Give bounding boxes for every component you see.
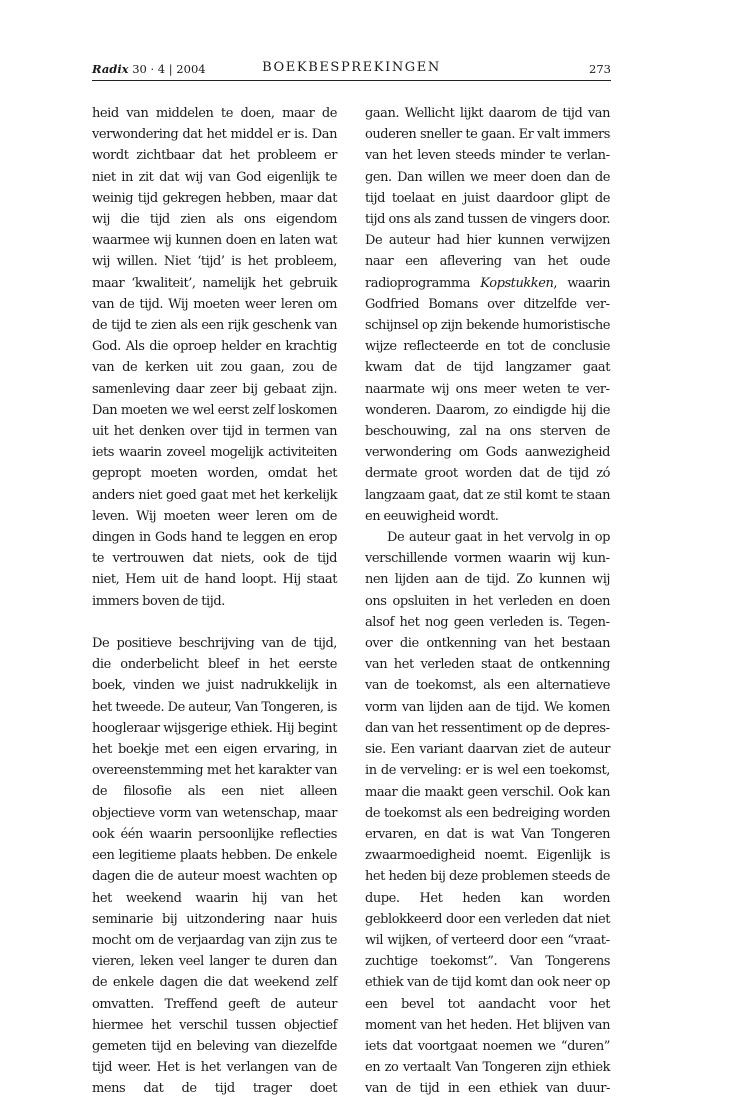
paragraph: De auteur gaat in het vervolg in op verschillende vormen waarin wij kunnen lijden aan de tijd. Zo kunnen wij ons opsluiten in het verleden en doen alsof het nog geen verleden is. Tegenover die ontkenning van het bestaan van het verleden staat de ontkenning van de toekomst, als een alternatieve vorm van lijden aan de tijd. We komen dan van het ressentiment op de depressie. Een variant daarvan ziet de auteur in de verveling: er is wel een toekomst, maar die maakt geen verschil. Ook kan de toekomst als een bedreiging worden ervaren, en dat is wat Van Tongeren zwaarmoedigheid noemt. Eigenlijk is het heden bij deze problemen steeds de dupe. Het heden kan worden geblokkeerd door een verleden dat niet wil wijken, of verteerd door een “vraatzuchtige toekomst”. Van Tongerens ethiek van de tijd komt dan ook neer op een bevel tot aandacht voor het moment van het heden. Het blijven van iets dat voortgaat noemen we “duren” en zo vertaalt Van Tongeren zijn ethiek van de tijd in een ethiek van duur- [365, 530, 610, 1097]
left-column [92, 103, 337, 1100]
paragraph-text: gaan. Wellicht lijkt daarom de tijd van ouderen sneller te gaan. Er valt immers van het leven steeds minder te verlangen. Dan willen we meer doen dan de tijd toelaat en juist daardoor glipt de tijd ons als zand tussen de vingers door. De auteur had hier kunnen verwijzen naar een aflevering van het oude radioprogramma [365, 106, 610, 291]
page-number: 273 [589, 62, 611, 76]
journal-name: Radix [92, 62, 129, 76]
paragraph: heid van middelen te doen, maar de verwondering dat het middel er is. Dan wordt zichtbaar dat het probleem er niet in zit dat wij van God eigenlijk te weinig tijd gekregen hebben, maar dat wij die tijd zien als ons eigendom waarmee wij kunnen doen en laten wat wij willen. Niet ‘tijd’ is het probleem, maar ‘kwaliteit’, namelijk het gebruik van de tijd. Wij moeten weer leren om de tijd te zien als een rijk geschenk van God. Als die oproep helder en krachtig van de kerken uit zou gaan, zou de samenleving daar zeer bij gebaat zijn. Dan moeten we wel eerst zelf loskomen uit het denken over tijd in termen van iets waarin zoveel mogelijk activiteiten gepropt moeten worden, omdat het anders niet goed gaat met het kerkelijk leven. Wij moeten weer leren om de dingen in Gods hand te leggen en erop te vertrouwen dat niets, ook de tijd niet, Hem uit de hand loopt. Hij staat immers boven de tijd. [92, 106, 337, 609]
program-title: Kopstukken [480, 275, 554, 291]
paragraph: De positieve beschrijving van de tijd, die onderbelicht bleef in het eerste boek, vinden we juist nadrukkelijk in het tweede. De auteur, Van Tongeren, is hoogleraar wijsgerige ethiek. Hij begint het boekje met een eigen ervaring, in overeenstemming met het karakter van de filosofie als een niet alleen objectieve vorm van wetenschap, maar ook één waarin persoonlijke reflecties een legitieme plaats hebben. De enkele dagen die de auteur moest wachten op het weekend waarin hij van het seminarie bij uitzondering naar huis mocht om de verjaardag van zijn zus te vieren, leken veel langer te duren dan de enkele dagen die dat weekend zelf omvatten. Treffend geeft de auteur hiermee het verschil tussen objectief gemeten tijd en beleving van diezelfde tijd weer. Het is het verlangen van de mens dat de tijd trager doet [92, 636, 337, 1097]
right-column [365, 103, 610, 1100]
paragraph [365, 103, 610, 527]
paragraph-text: , waarin Godfried Bomans over ditzelfde verschijnsel op zijn bekende humoristische wijze reflecteerde en tot de conclusie kwam dat de tijd langzamer gaat naarmate wij ons meer weten te verwonderen. Daarom, zo eindigde hij die beschouwing, zal na ons sterven de verwondering om Gods aanwezigheid dermate groot worden dat de tijd zó langzaam gaat, dat ze stil komt te staan en eeuwigheid wordt. [365, 275, 610, 524]
journal-issue: 30 · 4 | 2004 [132, 62, 206, 76]
running-head [92, 60, 611, 81]
section-title: BOEKBESPREKINGEN [262, 60, 441, 75]
